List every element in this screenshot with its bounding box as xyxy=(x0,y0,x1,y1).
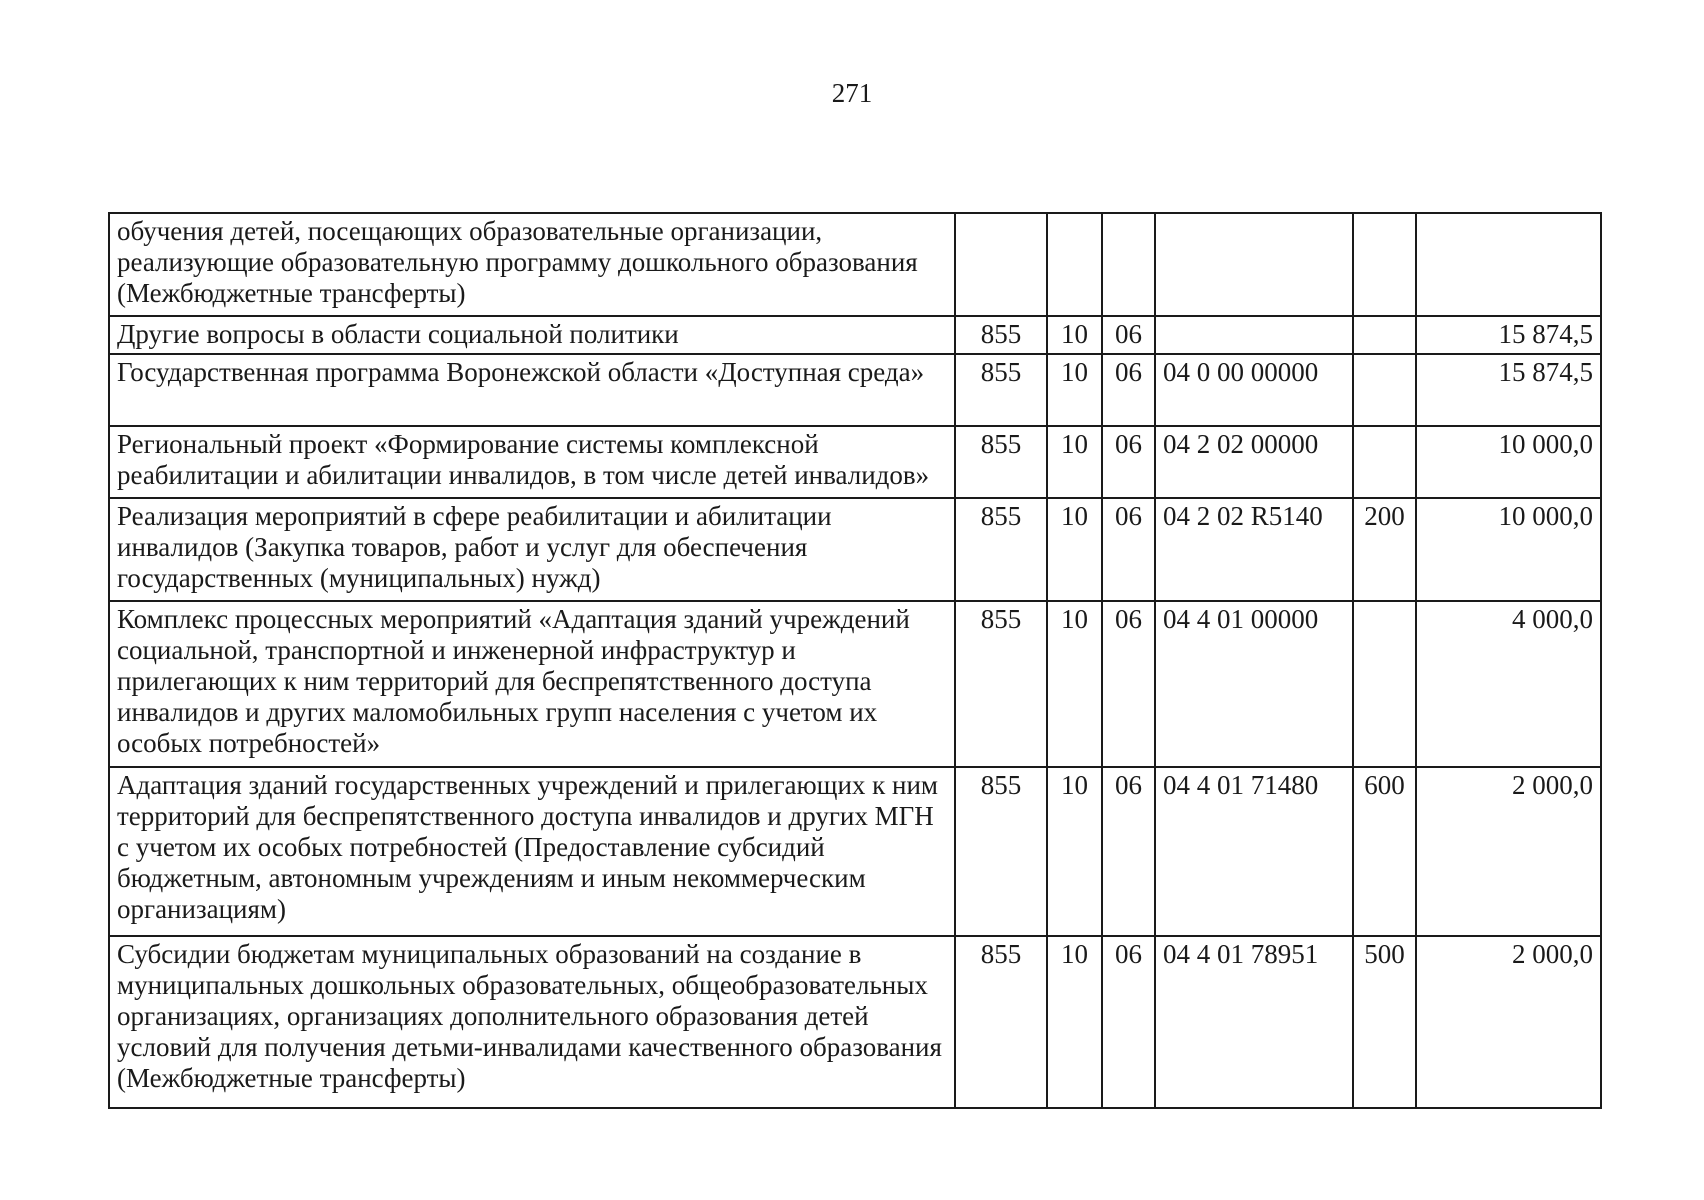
item-name-cell: Реализация мероприятий в сфере реабилитации и абилитации инвалидов (Закупка товаров, работ и услуг для обеспечения государственных (муниципальных) нужд) xyxy=(109,498,955,601)
table-row xyxy=(109,426,1601,498)
subsection-cell: 06 xyxy=(1102,354,1155,426)
grbs-cell: 855 xyxy=(955,316,1047,354)
target-article-cell: 04 4 01 78951 xyxy=(1155,936,1353,1108)
subsection-cell: 06 xyxy=(1102,316,1155,354)
target-article-cell xyxy=(1155,316,1353,354)
target-article-cell: 04 4 01 00000 xyxy=(1155,601,1353,767)
target-article-cell: 04 2 02 00000 xyxy=(1155,426,1353,498)
item-name-cell: Субсидии бюджетам муниципальных образований на создание в муниципальных дошкольных образовательных, общеобразовательных организациях, организациях дополнительного образования детей условий для получения детьми-инвалидами качественного образования (Межбюджетные трансферты) xyxy=(109,936,955,1108)
table-row xyxy=(109,936,1601,1108)
amount-cell: 15 874,5 xyxy=(1416,316,1601,354)
table-row xyxy=(109,354,1601,426)
subsection-cell: 06 xyxy=(1102,426,1155,498)
expense-type-cell xyxy=(1353,426,1416,498)
item-name-cell: обучения детей, посещающих образовательные организации, реализующие образовательную программу дошкольного образования (Межбюджетные трансферты) xyxy=(109,213,955,316)
expense-type-cell xyxy=(1353,316,1416,354)
expense-type-cell: 500 xyxy=(1353,936,1416,1108)
section-cell: 10 xyxy=(1047,498,1102,601)
amount-cell xyxy=(1416,213,1601,316)
subsection-cell: 06 xyxy=(1102,936,1155,1108)
target-article-cell: 04 4 01 71480 xyxy=(1155,767,1353,936)
amount-cell: 2 000,0 xyxy=(1416,767,1601,936)
item-name-cell: Другие вопросы в области социальной политики xyxy=(109,316,955,354)
page-number: 271 xyxy=(831,78,873,108)
grbs-cell xyxy=(955,213,1047,316)
subsection-cell: 06 xyxy=(1102,498,1155,601)
grbs-cell: 855 xyxy=(955,426,1047,498)
section-cell: 10 xyxy=(1047,354,1102,426)
expense-type-cell xyxy=(1353,213,1416,316)
target-article-cell: 04 0 00 00000 xyxy=(1155,354,1353,426)
item-name-cell: Государственная программа Воронежской области «Доступная среда» xyxy=(109,354,955,426)
table-row xyxy=(109,213,1601,316)
amount-cell: 10 000,0 xyxy=(1416,498,1601,601)
expense-type-cell: 200 xyxy=(1353,498,1416,601)
expense-type-cell: 600 xyxy=(1353,767,1416,936)
grbs-cell: 855 xyxy=(955,936,1047,1108)
section-cell: 10 xyxy=(1047,601,1102,767)
expense-type-cell xyxy=(1353,354,1416,426)
amount-cell: 15 874,5 xyxy=(1416,354,1601,426)
amount-cell: 2 000,0 xyxy=(1416,936,1601,1108)
table-row xyxy=(109,498,1601,601)
item-name-cell: Комплекс процессных мероприятий «Адаптация зданий учреждений социальной, транспортной и инженерной инфраструктур и прилегающих к ним территорий для беспрепятственного доступа инвалидов и других маломобильных групп населения с учетом их особых потребностей» xyxy=(109,601,955,767)
grbs-cell: 855 xyxy=(955,354,1047,426)
table-row xyxy=(109,767,1601,936)
target-article-cell xyxy=(1155,213,1353,316)
grbs-cell: 855 xyxy=(955,498,1047,601)
budget-table xyxy=(108,212,1602,1109)
item-name-cell: Адаптация зданий государственных учреждений и прилегающих к ним территорий для беспрепятственного доступа инвалидов и других МГН с учетом их особых потребностей (Предоставление субсидий бюджетным, автономным учреждениям и иным некоммерческим организациям) xyxy=(109,767,955,936)
section-cell: 10 xyxy=(1047,767,1102,936)
expense-type-cell xyxy=(1353,601,1416,767)
section-cell: 10 xyxy=(1047,426,1102,498)
section-cell: 10 xyxy=(1047,316,1102,354)
amount-cell: 4 000,0 xyxy=(1416,601,1601,767)
subsection-cell: 06 xyxy=(1102,601,1155,767)
table-row xyxy=(109,316,1601,354)
table-row xyxy=(109,601,1601,767)
target-article-cell: 04 2 02 R5140 xyxy=(1155,498,1353,601)
subsection-cell: 06 xyxy=(1102,767,1155,936)
subsection-cell xyxy=(1102,213,1155,316)
section-cell xyxy=(1047,213,1102,316)
amount-cell: 10 000,0 xyxy=(1416,426,1601,498)
grbs-cell: 855 xyxy=(955,601,1047,767)
grbs-cell: 855 xyxy=(955,767,1047,936)
item-name-cell: Региональный проект «Формирование системы комплексной реабилитации и абилитации инвалидов, в том числе детей инвалидов» xyxy=(109,426,955,498)
section-cell: 10 xyxy=(1047,936,1102,1108)
